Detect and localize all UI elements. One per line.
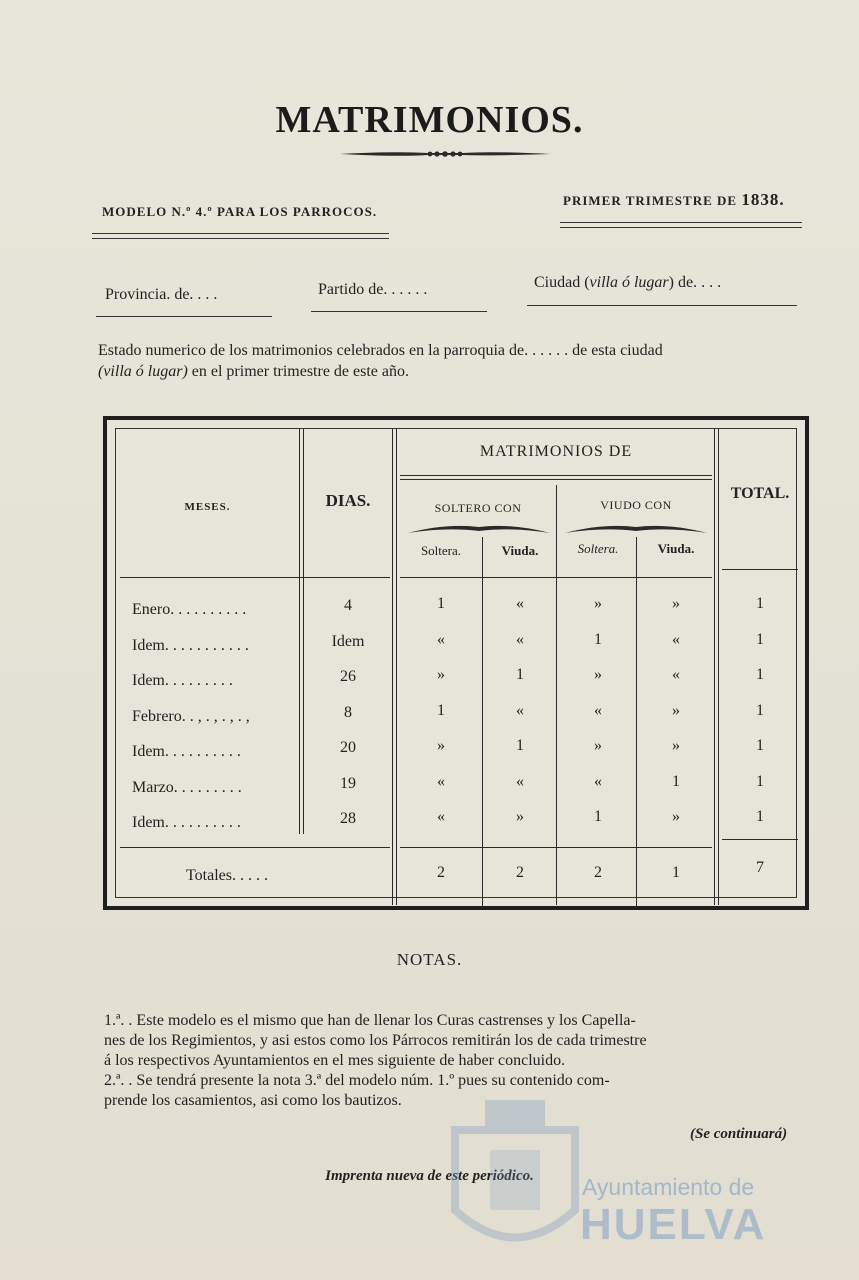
row-mes: Marzo. . . . . . . . . [132, 778, 242, 796]
divider-c3-c4 [636, 537, 637, 907]
row-cell-c3: « [594, 772, 602, 790]
row-mes: Idem. . . . . . . . . . [132, 814, 241, 831]
row-dias: Idem [331, 632, 365, 650]
header-dias: DIAS. [325, 491, 371, 510]
row-cell-c1: « [437, 630, 445, 648]
header-total: TOTAL. [730, 485, 790, 502]
row-cell-c4: » [672, 701, 680, 719]
modelo-label: MODELO N.º 4.º PARA LOS PARROCOS. [102, 204, 378, 219]
note-1-line-2: nes de los Regimientos, y asi estos como los Párrocos remitirán los de cada trimestre [104, 1032, 647, 1049]
divider-dias-matr [392, 429, 393, 905]
header-soltera-2: Soltera. [577, 541, 619, 556]
divider-matr-total-b [718, 429, 719, 905]
row-dias: 4 [344, 597, 352, 614]
continuara-label: (Se continuará) [690, 1126, 788, 1142]
row-mes: Febrero. . , . , . , . , [132, 707, 250, 725]
totales-total: 7 [756, 859, 764, 876]
page-title: MATRIMONIOS. [275, 99, 584, 141]
row-cell-c4: « [672, 630, 680, 648]
row-cell-c3: » [594, 595, 602, 612]
divider-dias-matr-b [396, 429, 397, 905]
row-cell-c2: « [516, 595, 524, 612]
ciudad-italic: villa ó lugar [589, 274, 669, 291]
row-cell-c1: » [437, 737, 445, 754]
row-dias: 26 [340, 668, 356, 685]
header-soltero-con: SOLTERO CON [434, 501, 522, 515]
row-cell-c1: « [437, 808, 445, 825]
row-cell-c3: 1 [594, 630, 602, 648]
divider-matr-total [714, 429, 715, 905]
header-viuda-1: Viuda. [501, 543, 539, 558]
trimestre-year: 1838. [741, 190, 785, 209]
intro-line-2 [98, 361, 808, 382]
row-cell-total: 1 [756, 630, 764, 648]
divider-meses-dias-b [303, 429, 304, 834]
totales-c4: 1 [672, 864, 680, 881]
note-2-line-1: 2.ª. . Se tendrá presente la nota 3.ª del modelo núm. 1.º pues su contenido com- [104, 1072, 610, 1089]
rule-totales-total [722, 839, 798, 840]
row-cell-total: 1 [756, 701, 764, 719]
rule-totales-mid [400, 847, 712, 848]
row-cell-c2: 1 [516, 666, 524, 683]
divider-meses-dias [299, 429, 300, 834]
note-2-line-2: prende los casamientos, asi como los bautizos. [104, 1092, 402, 1109]
row-dias: 20 [340, 739, 356, 756]
divider-c1-c2 [482, 537, 483, 907]
row-cell-c4: » [672, 737, 680, 754]
row-dias: 28 [340, 810, 356, 827]
intro-line-2-text: en el primer trimestre de este año. [187, 363, 410, 380]
row-cell-total: 1 [756, 737, 764, 754]
note-1-line-3: á los respectivos Ayuntamientos en el mes siguiente de haber concluido. [104, 1052, 566, 1069]
matrimonios-table [103, 416, 809, 910]
row-cell-total: 1 [756, 595, 764, 612]
ciudad-field [534, 274, 721, 292]
partido-rule [311, 311, 487, 312]
rule-totales-left [120, 847, 390, 848]
row-cell-c2: « [516, 630, 524, 648]
row-mes: Idem. . . . . . . . . . [132, 743, 241, 760]
provincia-field: Provincia. de. . . . [105, 286, 218, 303]
row-mes: Idem. . . . . . . . . [132, 672, 233, 689]
row-cell-total: 1 [756, 772, 764, 790]
row-cell-c4: « [672, 666, 680, 683]
rule-right [560, 222, 802, 228]
row-mes: Idem. . . . . . . . . . . [132, 636, 249, 654]
partido-field: Partido de. . . . . . [318, 281, 428, 298]
intro-italic: (villa ó lugar) [98, 363, 188, 380]
rule-matr-b [400, 479, 712, 480]
header-soltera-1: Soltera. [420, 543, 462, 558]
rule-left [92, 233, 389, 239]
row-cell-c3: 1 [594, 808, 602, 825]
brace-viudo [563, 521, 709, 535]
row-cell-c2: « [516, 701, 524, 719]
table-inner [115, 428, 797, 898]
totales-c1: 2 [437, 864, 445, 881]
rule-header-mid [400, 577, 712, 578]
notas-title: NOTAS. [396, 950, 463, 969]
rule-header-left [120, 577, 390, 578]
row-cell-c3: » [594, 737, 602, 754]
ciudad-rule [527, 305, 797, 306]
row-cell-c3: » [594, 666, 602, 683]
row-cell-c4: 1 [672, 772, 680, 790]
note-1-line-1: 1.ª. . Este modelo es el mismo que han de llenar los Curas castrenses y los Capella- [104, 1012, 636, 1029]
row-cell-total: 1 [756, 808, 764, 825]
watermark-line-2: HUELVA [580, 1200, 767, 1249]
intro-line-1: Estado numerico de los matrimonios celebrados en la parroquia de. . . . . . de esta ciudad [98, 342, 663, 359]
row-cell-c4: » [672, 808, 680, 825]
header-matrimonios: MATRIMONIOS DE [479, 443, 633, 460]
provincia-rule [96, 316, 272, 317]
row-cell-c1: 1 [437, 701, 445, 719]
imprenta-label: Imprenta nueva de este periódico. [325, 1168, 534, 1184]
header-viudo-con: VIUDO CON [600, 498, 672, 512]
brace-soltero [406, 521, 552, 535]
intro-paragraph [98, 340, 808, 382]
rule-matr [400, 475, 712, 476]
row-cell-total: 1 [756, 666, 764, 683]
ciudad-pre: Ciudad ( [534, 274, 590, 291]
row-cell-c1: 1 [437, 595, 445, 612]
row-cell-c3: « [594, 701, 602, 719]
row-dias: 8 [344, 703, 352, 721]
row-cell-c1: « [437, 772, 445, 790]
totales-c3: 2 [594, 864, 602, 881]
ciudad-post: ) de. . . . [668, 274, 722, 291]
totales-label: Totales. . . . . [186, 867, 268, 884]
row-dias: 19 [340, 774, 356, 792]
trimestre-label [563, 190, 785, 210]
totales-c2: 2 [516, 864, 524, 881]
trimestre-text: PRIMER TRIMESTRE DE [563, 193, 738, 208]
row-cell-c4: » [672, 595, 680, 612]
header-viuda-2: Viuda. [657, 541, 695, 556]
divider-soltero-viudo [556, 485, 557, 905]
row-cell-c2: 1 [516, 737, 524, 754]
row-cell-c2: « [516, 772, 524, 790]
title-ornament [338, 148, 552, 160]
rule-header-total [722, 569, 798, 570]
row-cell-c1: » [437, 666, 445, 683]
row-mes: Enero. . . . . . . . . . [132, 601, 247, 618]
header-meses: MESES. [184, 501, 231, 513]
row-cell-c2: » [516, 808, 524, 825]
watermark-line-1: Ayuntamiento de [582, 1174, 755, 1200]
